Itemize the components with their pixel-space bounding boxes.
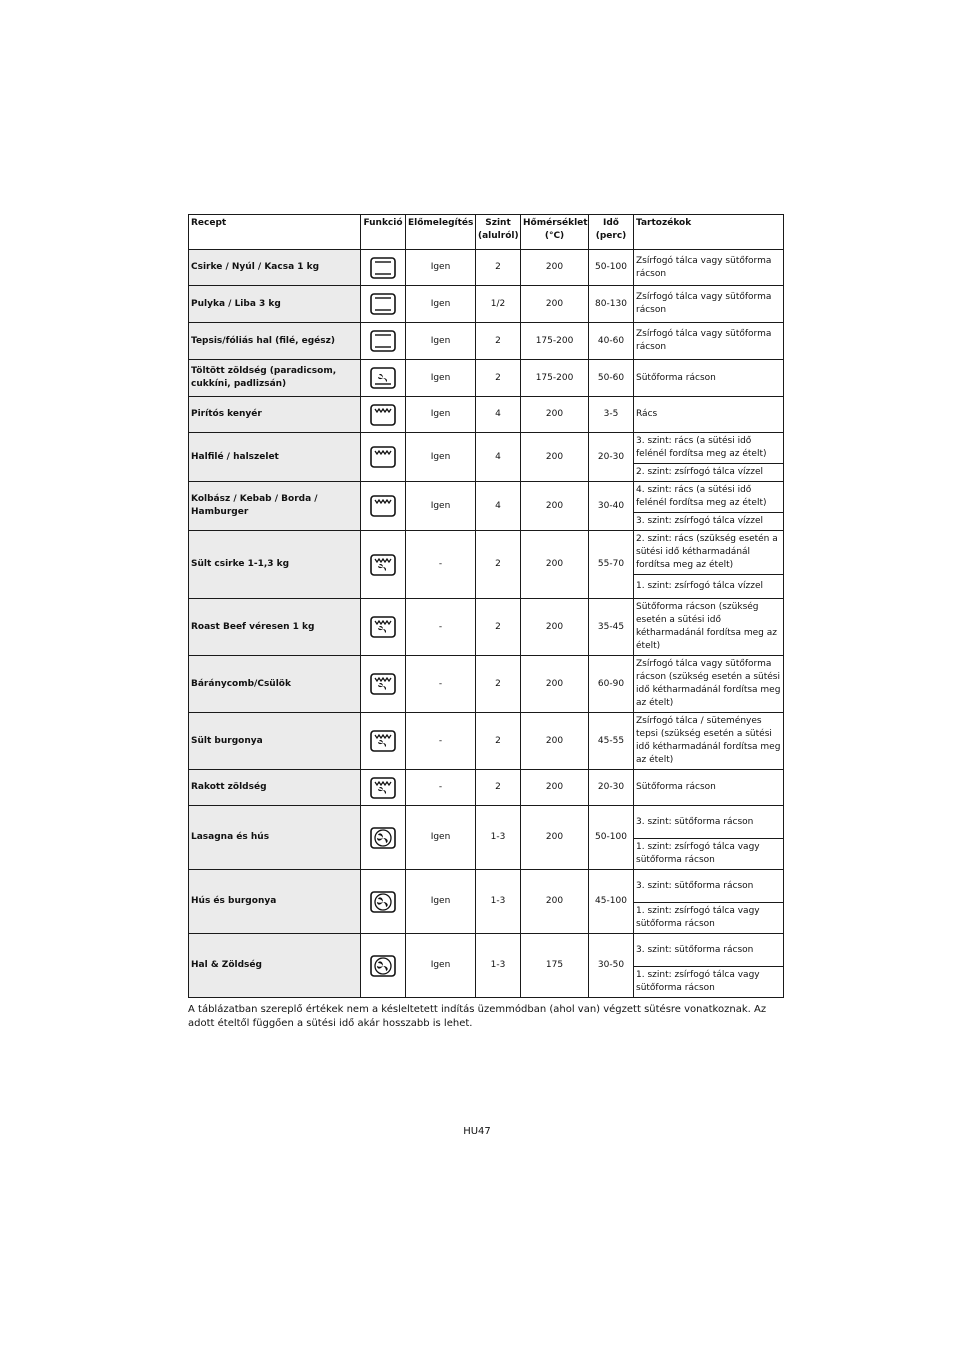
temperature-cell: 200 xyxy=(521,713,589,770)
time-cell: 50-100 xyxy=(589,250,634,286)
level-cell: 1-3 xyxy=(476,870,521,934)
conventional-oven-icon xyxy=(370,330,396,352)
accessories-cell: 3. szint: rács (a sütési idő felénél fordítsa meg az ételt) xyxy=(634,433,784,464)
level-cell: 2 xyxy=(476,713,521,770)
temperature-cell: 175-200 xyxy=(521,360,589,397)
accessories-cell: 3. szint: sütőforma rácson xyxy=(634,934,784,967)
time-cell: 60-90 xyxy=(589,656,634,713)
accessories-cell: Sütőforma rácson xyxy=(634,770,784,806)
recipe-cell: Töltött zöldség (paradicsom, cukkíni, padlizsán) xyxy=(189,360,361,397)
level-cell: 2 xyxy=(476,531,521,599)
table-body xyxy=(189,250,784,998)
function-cell xyxy=(361,397,406,433)
function-cell xyxy=(361,870,406,934)
preheat-cell: Igen xyxy=(406,433,476,482)
header-preheat: Előmelegítés xyxy=(406,215,476,250)
accessories-cell: 1. szint: zsírfogó tálca vagy sütőforma rácson xyxy=(634,967,784,998)
cooking-table xyxy=(188,214,784,998)
table-row xyxy=(189,531,784,575)
accessories-cell: Zsírfogó tálca vagy sütőforma rácson (szükség esetén a sütési idő kétharmadánál fordítsa meg az ételt) xyxy=(634,656,784,713)
function-cell xyxy=(361,360,406,397)
table-row xyxy=(189,250,784,286)
header-time-line1: Idő xyxy=(603,218,619,228)
level-cell: 4 xyxy=(476,433,521,482)
recipe-cell: Hús és burgonya xyxy=(189,870,361,934)
level-cell: 1/2 xyxy=(476,286,521,323)
turbo-grill-icon xyxy=(370,777,396,799)
table-row xyxy=(189,770,784,806)
level-cell: 2 xyxy=(476,599,521,656)
function-cell xyxy=(361,713,406,770)
preheat-cell: Igen xyxy=(406,323,476,360)
temperature-cell: 200 xyxy=(521,599,589,656)
temperature-cell: 200 xyxy=(521,286,589,323)
time-cell: 40-60 xyxy=(589,323,634,360)
temperature-cell: 200 xyxy=(521,397,589,433)
function-cell xyxy=(361,250,406,286)
level-cell: 1-3 xyxy=(476,934,521,998)
preheat-cell: Igen xyxy=(406,360,476,397)
temperature-cell: 175 xyxy=(521,934,589,998)
recipe-cell: Hal & Zöldség xyxy=(189,934,361,998)
grill-icon xyxy=(370,404,396,426)
header-time-line2: (perc) xyxy=(595,231,627,241)
recipe-cell: Tepsis/fóliás hal (filé, egész) xyxy=(189,323,361,360)
level-cell: 2 xyxy=(476,323,521,360)
convection-bake-icon xyxy=(370,367,396,389)
conventional-oven-icon xyxy=(370,257,396,279)
time-cell: 45-55 xyxy=(589,713,634,770)
conventional-oven-icon xyxy=(370,293,396,315)
accessories-cell: Rács xyxy=(634,397,784,433)
accessories-cell: 2. szint: zsírfogó tálca vízzel xyxy=(634,464,784,482)
header-time xyxy=(589,215,634,250)
table-row xyxy=(189,713,784,770)
turbo-grill-icon xyxy=(370,616,396,638)
turbo-grill-icon xyxy=(370,673,396,695)
level-cell: 2 xyxy=(476,770,521,806)
preheat-cell: Igen xyxy=(406,397,476,433)
table-row xyxy=(189,286,784,323)
header-accessories: Tartozékok xyxy=(634,215,784,250)
time-cell: 30-50 xyxy=(589,934,634,998)
forced-air-icon xyxy=(370,891,396,913)
temperature-cell: 200 xyxy=(521,531,589,599)
preheat-cell: - xyxy=(406,770,476,806)
preheat-cell: Igen xyxy=(406,870,476,934)
header-level xyxy=(476,215,521,250)
table-row xyxy=(189,360,784,397)
accessories-cell: 3. szint: zsírfogó tálca vízzel xyxy=(634,513,784,531)
accessories-cell: 1. szint: zsírfogó tálca vagy sütőforma rácson xyxy=(634,903,784,934)
time-cell: 55-70 xyxy=(589,531,634,599)
function-cell xyxy=(361,531,406,599)
accessories-cell: Sütőforma rácson (szükség esetén a sütési idő kétharmadánál fordítsa meg az ételt) xyxy=(634,599,784,656)
accessories-cell: 4. szint: rács (a sütési idő felénél fordítsa meg az ételt) xyxy=(634,482,784,513)
header-level-line1: Szint xyxy=(485,218,511,228)
function-cell xyxy=(361,656,406,713)
header-recipe: Recept xyxy=(189,215,361,250)
table-row xyxy=(189,870,784,903)
header-level-line2: (alulról) xyxy=(478,231,519,241)
forced-air-icon xyxy=(370,955,396,977)
level-cell: 4 xyxy=(476,482,521,531)
time-cell: 20-30 xyxy=(589,770,634,806)
table-header-row xyxy=(189,215,784,250)
recipe-cell: Roast Beef véresen 1 kg xyxy=(189,599,361,656)
forced-air-icon xyxy=(370,827,396,849)
page-number: HU47 xyxy=(463,1126,491,1137)
temperature-cell: 200 xyxy=(521,250,589,286)
temperature-cell: 200 xyxy=(521,806,589,870)
temperature-cell: 200 xyxy=(521,433,589,482)
recipe-cell: Sült csirke 1-1,3 kg xyxy=(189,531,361,599)
grill-icon xyxy=(370,495,396,517)
preheat-cell: - xyxy=(406,531,476,599)
preheat-cell: Igen xyxy=(406,934,476,998)
recipe-cell: Pirítós kenyér xyxy=(189,397,361,433)
function-cell xyxy=(361,806,406,870)
turbo-grill-icon xyxy=(370,730,396,752)
level-cell: 4 xyxy=(476,397,521,433)
table-row xyxy=(189,397,784,433)
preheat-cell: - xyxy=(406,599,476,656)
time-cell: 80-130 xyxy=(589,286,634,323)
function-cell xyxy=(361,934,406,998)
table-row xyxy=(189,934,784,967)
table-row xyxy=(189,323,784,360)
time-cell: 20-30 xyxy=(589,433,634,482)
time-cell: 3-5 xyxy=(589,397,634,433)
time-cell: 30-40 xyxy=(589,482,634,531)
accessories-cell: 2. szint: rács (szükség esetén a sütési idő kétharmadánál fordítsa meg az ételt) xyxy=(634,531,784,575)
preheat-cell: Igen xyxy=(406,806,476,870)
function-cell xyxy=(361,482,406,531)
recipe-cell: Csirke / Nyúl / Kacsa 1 kg xyxy=(189,250,361,286)
function-cell xyxy=(361,770,406,806)
accessories-cell: Zsírfogó tálca vagy sütőforma rácson xyxy=(634,323,784,360)
table-row xyxy=(189,433,784,464)
grill-icon xyxy=(370,446,396,468)
function-cell xyxy=(361,323,406,360)
temperature-cell: 200 xyxy=(521,870,589,934)
temperature-cell: 200 xyxy=(521,656,589,713)
preheat-cell: Igen xyxy=(406,286,476,323)
recipe-cell: Báránycomb/Csülök xyxy=(189,656,361,713)
preheat-cell: - xyxy=(406,713,476,770)
level-cell: 2 xyxy=(476,656,521,713)
header-temp-line1: Hőmérséklet xyxy=(523,218,588,228)
table-row xyxy=(189,482,784,513)
time-cell: 35-45 xyxy=(589,599,634,656)
temperature-cell: 200 xyxy=(521,482,589,531)
function-cell xyxy=(361,286,406,323)
time-cell: 50-100 xyxy=(589,806,634,870)
table-row xyxy=(189,656,784,713)
function-cell xyxy=(361,433,406,482)
table-row xyxy=(189,599,784,656)
accessories-cell: 3. szint: sütőforma rácson xyxy=(634,870,784,903)
accessories-cell: Zsírfogó tálca vagy sütőforma rácson xyxy=(634,286,784,323)
header-temp-line2: (°C) xyxy=(544,231,565,241)
time-cell: 50-60 xyxy=(589,360,634,397)
level-cell: 1-3 xyxy=(476,806,521,870)
accessories-cell: Zsírfogó tálca vagy sütőforma rácson xyxy=(634,250,784,286)
recipe-cell: Rakott zöldség xyxy=(189,770,361,806)
time-cell: 45-100 xyxy=(589,870,634,934)
recipe-cell: Halfilé / halszelet xyxy=(189,433,361,482)
temperature-cell: 175-200 xyxy=(521,323,589,360)
temperature-cell: 200 xyxy=(521,770,589,806)
accessories-cell: 3. szint: sütőforma rácson xyxy=(634,806,784,839)
recipe-cell: Sült burgonya xyxy=(189,713,361,770)
turbo-grill-icon xyxy=(370,554,396,576)
accessories-cell: 1. szint: zsírfogó tálca vagy sütőforma rácson xyxy=(634,839,784,870)
recipe-cell: Kolbász / Kebab / Borda / Hamburger xyxy=(189,482,361,531)
level-cell: 2 xyxy=(476,360,521,397)
footnote: A táblázatban szereplő értékek nem a késleltetett indítás üzemmódban (ahol van) végzett sütésre vonatkoznak. Az adott ételtől függően a sütési idő akár hosszabb is lehet. xyxy=(188,1004,767,1029)
recipe-cell: Lasagna és hús xyxy=(189,806,361,870)
header-function: Funkció xyxy=(361,215,406,250)
accessories-cell: Sütőforma rácson xyxy=(634,360,784,397)
preheat-cell: Igen xyxy=(406,250,476,286)
preheat-cell: - xyxy=(406,656,476,713)
table-row xyxy=(189,806,784,839)
accessories-cell: Zsírfogó tálca / süteményes tepsi (szükség esetén a sütési idő kétharmadánál fordítsa meg az ételt) xyxy=(634,713,784,770)
accessories-cell: 1. szint: zsírfogó tálca vízzel xyxy=(634,575,784,599)
preheat-cell: Igen xyxy=(406,482,476,531)
header-temperature xyxy=(521,215,589,250)
level-cell: 2 xyxy=(476,250,521,286)
function-cell xyxy=(361,599,406,656)
recipe-cell: Pulyka / Liba 3 kg xyxy=(189,286,361,323)
